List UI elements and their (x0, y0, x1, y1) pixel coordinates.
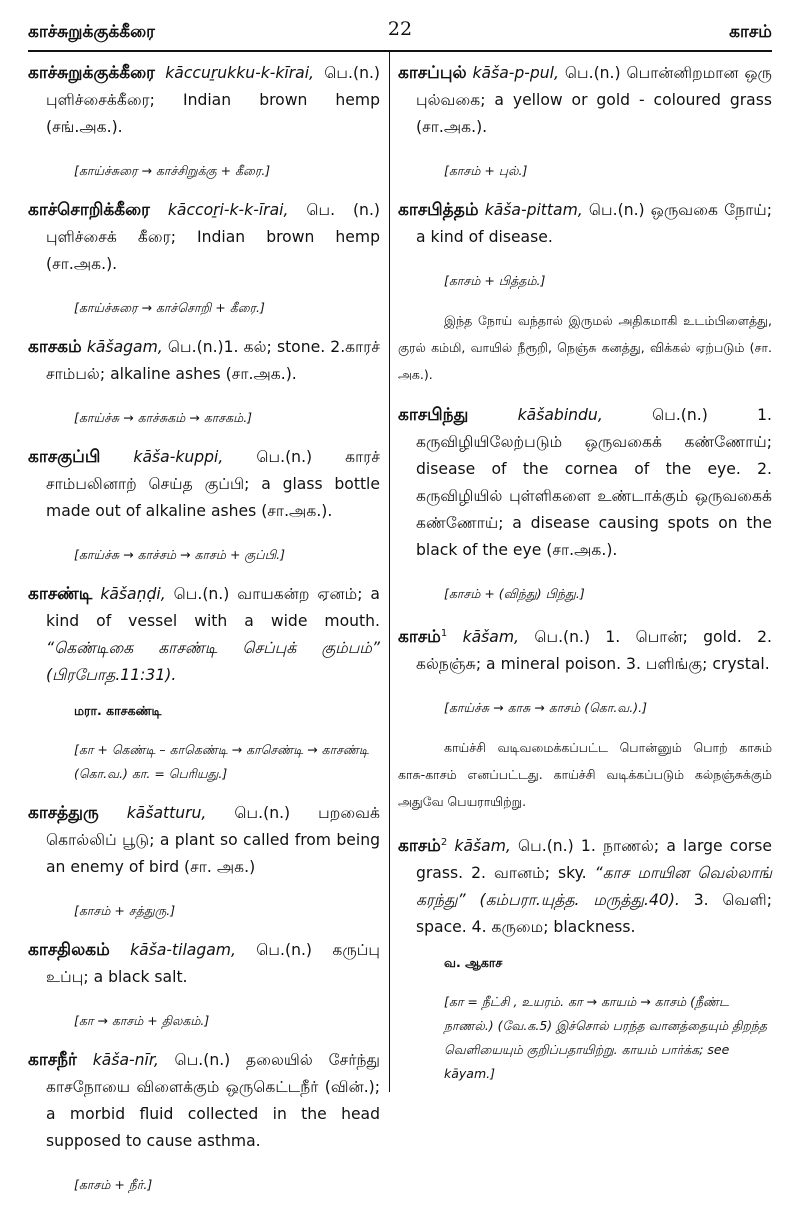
literary-quote: “கெண்டிகை காசண்டி செப்புக் கும்பம்” (பிரபோத.11:31). (46, 639, 380, 684)
etymology: [காசம் + நீர்.] (74, 1177, 153, 1192)
definition: பெ.(n.) கருப்பு உப்பு; a black salt. (46, 941, 380, 986)
definition: பெ.(n.) 1. பொன்; gold. 2. கல்நஞ்சு; a mineral poison. 3. பளிங்கு; crystal. (416, 628, 772, 674)
definition: பெ.(n.) தலையில் சேர்ந்து காசநோயை விளைக்கும் ஒருகெட்டநீர் (வின்.); a morbid fluid collected in the head supposed to cause asthma. (46, 1051, 380, 1150)
dictionary-entry (398, 402, 772, 564)
cognate-note: வ. ஆகாச (444, 955, 503, 971)
transliteration: kāša-p-pul, (472, 64, 559, 82)
transliteration: kāša-tilagam, (130, 941, 236, 959)
etymology: [காசம் + சத்துரு.] (74, 903, 176, 918)
dictionary-entry (398, 620, 772, 678)
etymology: [கா → காசம் + திலகம்.] (74, 1013, 210, 1028)
definition-continued: 3. வெளி; space. 4. கருமை; blackness. (416, 891, 772, 937)
dictionary-entry (28, 60, 380, 141)
definition: பெ.(n.) புளிச்சைக்கீரை; Indian brown hemp (சங்.அக.). (46, 64, 380, 136)
transliteration: kāšam, (462, 628, 519, 647)
definition: பெ.(n.) பொன்னிறமான ஒரு புல்வகை; a yellow or gold - coloured grass (சா.அக.). (416, 64, 772, 136)
headword: காசகம் (28, 337, 82, 357)
definition: பெ.(n.) பறவைக் கொல்லிப் பூடு; a plant so called from being an enemy of bird (சா. அக.) (46, 804, 380, 876)
definition: பெ.(n.) 1. கருவிழியிலேற்படும் ஒருவகைக் கண்ணோய்; disease of the cornea of the eye. 2. கருவிழியில் புள்ளிகளை உண்டாக்கும் ஒருவகைக் கண்ணோய்; a disease causing spots on the black of the eye (சா.அக.). (416, 406, 772, 559)
headword: காசம் (398, 627, 441, 648)
headword: காசதிலகம் (28, 940, 110, 960)
left-column (28, 60, 380, 1211)
etymology: [காசம் + பித்தம்.] (444, 273, 546, 288)
dictionary-entry (28, 334, 380, 388)
definition: பெ.(n.) காரச் சாம்பலினாற் செய்த குப்பி; a glass bottle made out of alkaline ashes (சா.அக.). (46, 448, 380, 520)
right-column (398, 60, 772, 1100)
headword: காசத்துரு (28, 803, 99, 823)
page-number: 22 (387, 18, 413, 40)
explanatory-note: இந்த நோய் வந்தால் இருமல் அதிகமாகி உடம்பிளைத்து, குரல் கம்மி, வாயில் நீரூறி, நெஞ்சு கனத்து, விக்கல் ஏற்படும் (சா. அக.). (398, 313, 772, 382)
transliteration: kāša-pittam, (484, 201, 583, 219)
etymology: [காசம் + (விந்து) பிந்து.] (444, 586, 585, 601)
dictionary-entry (28, 1047, 380, 1155)
transliteration: kāccuṟukku-k-kīrai, (165, 64, 315, 82)
transliteration: kāšaṇḍi, (100, 585, 166, 603)
etymology: [காய்ச்சுரை → காச்சிறுக்கு + கீரை.] (74, 163, 271, 178)
headword: காசபித்தம் (398, 200, 479, 220)
dictionary-entry (28, 937, 380, 991)
etymology: [காய்ச்சு → காச்சுகம் → காசகம்.] (74, 410, 253, 425)
headword: காச்சொறிக்கீரை (28, 200, 150, 220)
dictionary-entry (398, 197, 772, 251)
etymology: [கா + கெண்டி – காகெண்டி → காசெண்டி → காசண்டி (கொ.வ.) கா. = பெரியது.] (74, 742, 369, 781)
definition: பெ. (n.) புளிச்சைக் கீரை; Indian brown hemp (சா.அக.). (46, 201, 380, 273)
literary-quote: “காச மாயின வெல்லாங் கரந்து” (கம்பரா.யுத்த. மருத்து.40). (416, 864, 772, 910)
etymology: [காய்ச்சு → காசு → காசம் (கொ.வ.).] (444, 700, 647, 716)
headword: காசபிந்து (398, 405, 469, 425)
etymology: [காய்ச்சு → காச்சம் → காசம் + குப்பி.] (74, 547, 285, 562)
homonym-number: 1 (440, 628, 448, 639)
transliteration: kāša-kuppi, (133, 448, 224, 466)
column-divider (389, 52, 390, 1092)
etymology: [கா = நீட்சி , உயரம். கா → காயம் → காசம் (நீண்ட நாணல்.) (வே.க.5) இச்சொல் பரந்த வானத்தையும் திறந்த வெளியையும் குறிப்பதாயிற்று. காயம் பார்க்க; see kāyam.] (444, 994, 768, 1082)
dictionary-entry (28, 444, 380, 525)
transliteration: kāšam, (454, 837, 511, 856)
dictionary-entry (398, 60, 772, 141)
cognate-note: மரா. காசகண்டி (74, 703, 162, 718)
definition: பெ.(n.) வாயகன்ற ஏனம்; a kind of vessel with a wide mouth. (46, 585, 380, 630)
transliteration: kāccoṟi-k-k-īrai, (167, 201, 289, 219)
etymology: [காய்ச்சுரை → காச்சொறி + கீரை.] (74, 300, 265, 315)
headword: காசகுப்பி (28, 447, 101, 467)
transliteration: kāšagam, (86, 338, 163, 356)
transliteration: kāšatturu, (126, 804, 207, 822)
headword: காசண்டி (28, 584, 93, 604)
definition: பெ.(n.) 1. நாணல்; a large corse grass. 2. வானம்; sky. (416, 837, 772, 883)
transliteration: kāšabindu, (517, 406, 603, 424)
dictionary-entry (28, 197, 380, 278)
homonym-number: 2 (440, 837, 448, 849)
header-rule (28, 50, 772, 52)
header-right-guideword: காசம் (729, 22, 772, 42)
transliteration: kāša-nīr, (92, 1051, 159, 1069)
headword: காசப்புல் (398, 63, 467, 83)
definition: பெ.(n.) ஒருவகை நோய்; a kind of disease. (416, 201, 772, 246)
headword: காச்சுறுக்குக்கீரை (28, 63, 155, 83)
dictionary-entry (28, 800, 380, 881)
headword: காசம் (398, 836, 441, 857)
header-left-guideword: காச்சுறுக்குக்கீரை (28, 22, 155, 42)
explanatory-note: காய்ச்சி வடிவமைக்கப்பட்ட பொன்னும் பொற் காசும் காசு-காசம் எனப்பட்டது. காய்ச்சி வடிக்கப்படும் கல்நஞ்சுக்கும் அதுவே பெயராயிற்று. (398, 740, 772, 810)
dictionary-entry (28, 581, 380, 689)
page-header (28, 18, 772, 48)
dictionary-entry (398, 829, 772, 941)
headword: காசநீர் (28, 1050, 77, 1070)
etymology: [காசம் + புல்.] (444, 163, 528, 178)
definition: பெ.(n.)1. கல்; stone. 2.காரச் சாம்பல்; alkaline ashes (சா.அக.). (46, 338, 380, 383)
